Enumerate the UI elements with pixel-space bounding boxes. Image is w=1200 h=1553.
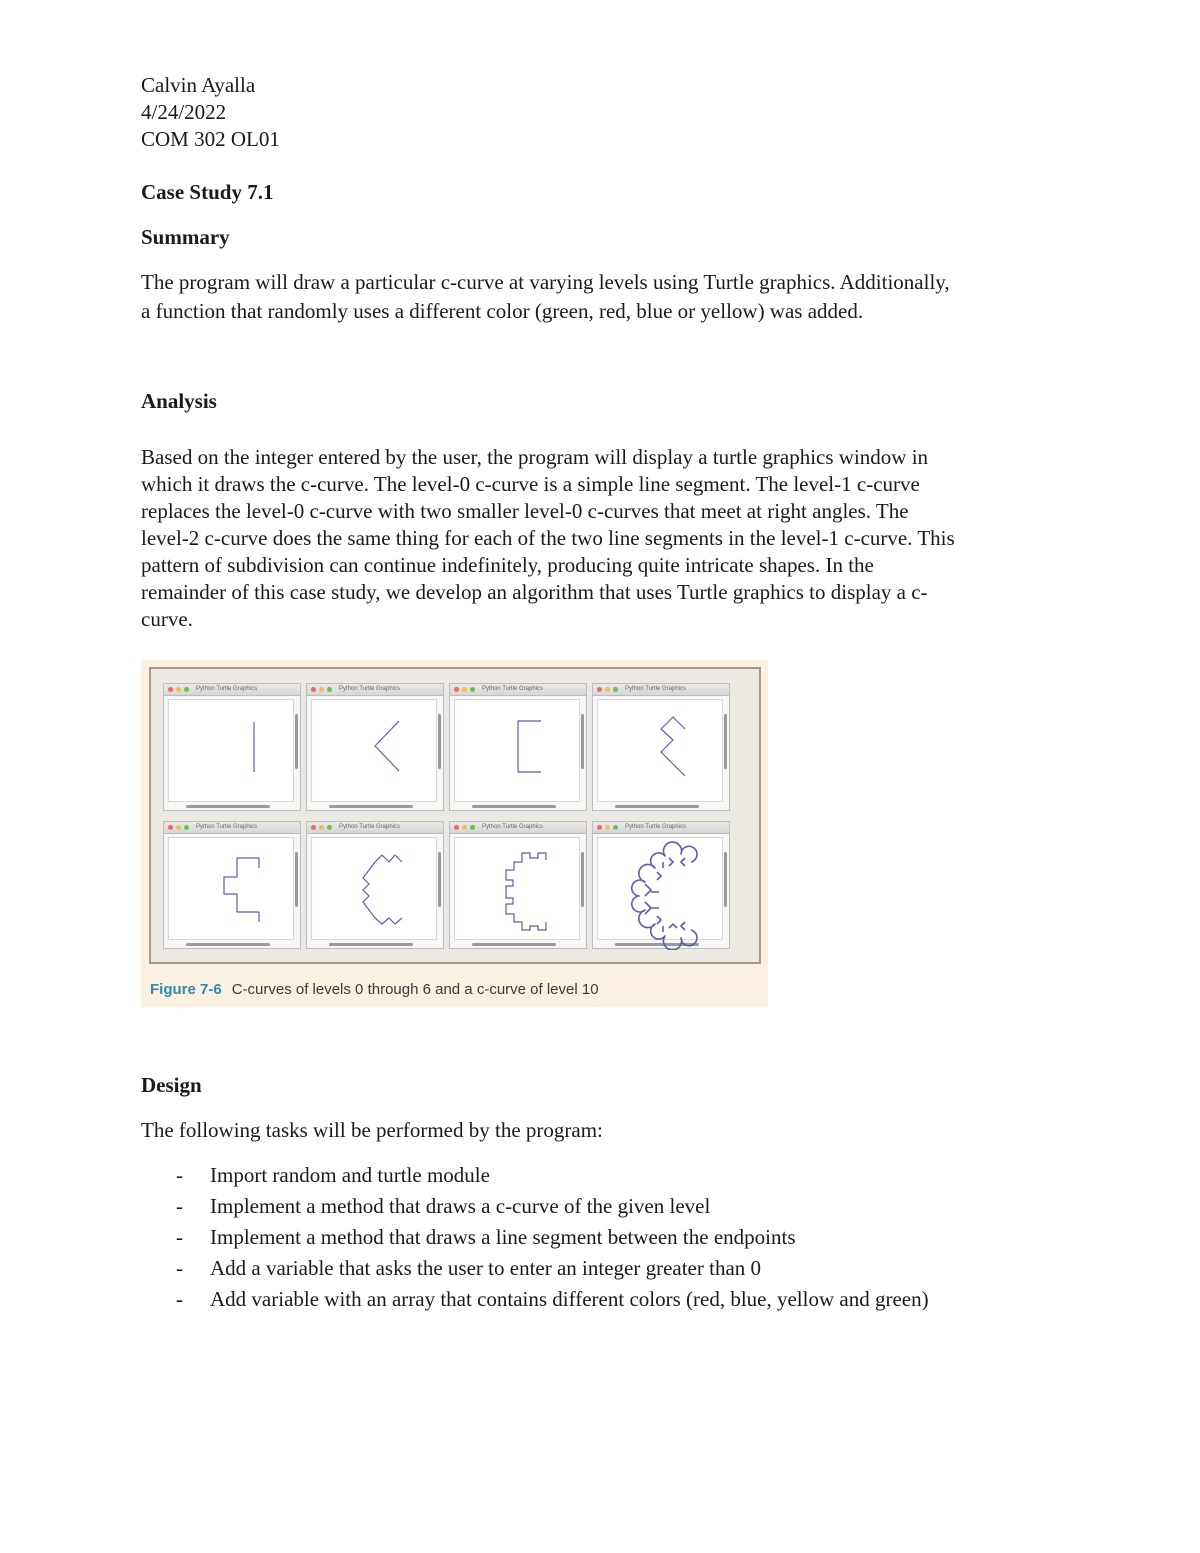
window-title: Python Turtle Graphics	[196, 686, 258, 692]
ccurve-path	[661, 717, 685, 776]
ccurve-drawing	[593, 684, 731, 812]
ccurve-path	[518, 721, 541, 772]
list-item	[141, 1160, 1061, 1191]
ccurve-drawing	[307, 684, 445, 812]
analysis-line: pattern of subdivision can continue indefinitely, producing quite intricate shapes. In the	[141, 553, 874, 577]
analysis-line: level-2 c-curve does the same thing for each of the two line segments in the level-1 c-curve. This	[141, 526, 955, 550]
design-heading: Design	[141, 1073, 202, 1097]
window-title: Python Turtle Graphics	[482, 686, 544, 692]
design-section	[141, 1072, 1061, 1315]
summary-line-2: a function that randomly uses a different color (green, red, blue or yellow) was added.	[141, 299, 864, 323]
bullet-dash: -	[176, 1225, 183, 1249]
document-page	[141, 72, 1061, 633]
ccurve-drawing	[450, 684, 588, 812]
summary-line-1: The program will draw a particular c-curve at varying levels using Turtle graphics. Additionally,	[141, 270, 950, 294]
summary-heading: Summary	[141, 225, 230, 249]
list-item-text: Implement a method that draws a line segment between the endpoints	[210, 1225, 796, 1249]
figure-caption	[150, 980, 599, 1000]
ccurve-path	[632, 842, 697, 950]
design-intro: The following tasks will be performed by the program:	[141, 1118, 603, 1142]
ccurve-path	[506, 853, 546, 930]
turtle-window-level-1	[306, 683, 444, 811]
ccurve-path	[375, 721, 399, 771]
list-item	[141, 1284, 1061, 1315]
window-title: Python Turtle Graphics	[339, 824, 401, 830]
ccurve-drawing	[450, 822, 588, 950]
course-code: COM 302 OL01	[141, 127, 280, 151]
bullet-dash: -	[176, 1194, 183, 1218]
ccurve-drawing	[164, 822, 302, 950]
analysis-line: Based on the integer entered by the user, the program will display a turtle graphics window in	[141, 445, 929, 469]
list-item-text: Add a variable that asks the user to enter an integer greater than 0	[210, 1256, 762, 1280]
turtle-window-level-0	[163, 683, 301, 811]
ccurve-drawing	[593, 822, 731, 950]
ccurve-drawing	[164, 684, 302, 812]
bullet-dash: -	[176, 1256, 183, 1280]
list-item-text: Import random and turtle module	[210, 1163, 490, 1187]
bullet-dash: -	[176, 1287, 183, 1311]
turtle-window-level-2	[449, 683, 587, 811]
analysis-line: curve.	[141, 607, 193, 631]
ccurve-figure	[141, 660, 768, 1007]
ccurve-path	[363, 855, 402, 924]
analysis-line: remainder of this case study, we develop an algorithm that uses Turtle graphics to display a c-	[141, 580, 928, 604]
document-title: Case Study 7.1	[141, 180, 274, 204]
list-item	[141, 1222, 1061, 1253]
list-item	[141, 1191, 1061, 1222]
author-name: Calvin Ayalla	[141, 73, 256, 97]
analysis-paragraph	[141, 444, 1061, 633]
bullet-dash: -	[176, 1163, 183, 1187]
design-task-list	[141, 1160, 1061, 1315]
analysis-heading: Analysis	[141, 389, 217, 413]
analysis-line: which it draws the c-curve. The level-0 c-curve is a simple line segment. The level-1 c-curve	[141, 472, 920, 496]
window-title: Python Turtle Graphics	[196, 824, 258, 830]
window-title: Python Turtle Graphics	[339, 686, 401, 692]
figure-frame	[149, 667, 761, 964]
window-title: Python Turtle Graphics	[625, 824, 687, 830]
ccurve-drawing	[307, 822, 445, 950]
list-item-text: Implement a method that draws a c-curve of the given level	[210, 1194, 711, 1218]
ccurve-path	[224, 858, 259, 922]
list-item-text: Add variable with an array that contains different colors (red, blue, yellow and green)	[210, 1287, 929, 1311]
turtle-window-level-10	[592, 821, 730, 949]
window-title: Python Turtle Graphics	[482, 824, 544, 830]
ccurve-detail-path	[645, 858, 685, 932]
figure-label: Figure 7-6	[150, 981, 222, 998]
turtle-window-level-5	[306, 821, 444, 949]
figure-caption-text: C-curves of levels 0 through 6 and a c-curve of level 10	[231, 981, 599, 998]
turtle-window-level-4	[163, 821, 301, 949]
document-date: 4/24/2022	[141, 100, 227, 124]
turtle-window-level-3	[592, 683, 730, 811]
window-title: Python Turtle Graphics	[625, 686, 687, 692]
analysis-line: replaces the level-0 c-curve with two smaller level-0 c-curves that meet at right angles. The	[141, 499, 909, 523]
list-item	[141, 1253, 1061, 1284]
turtle-window-level-6	[449, 821, 587, 949]
